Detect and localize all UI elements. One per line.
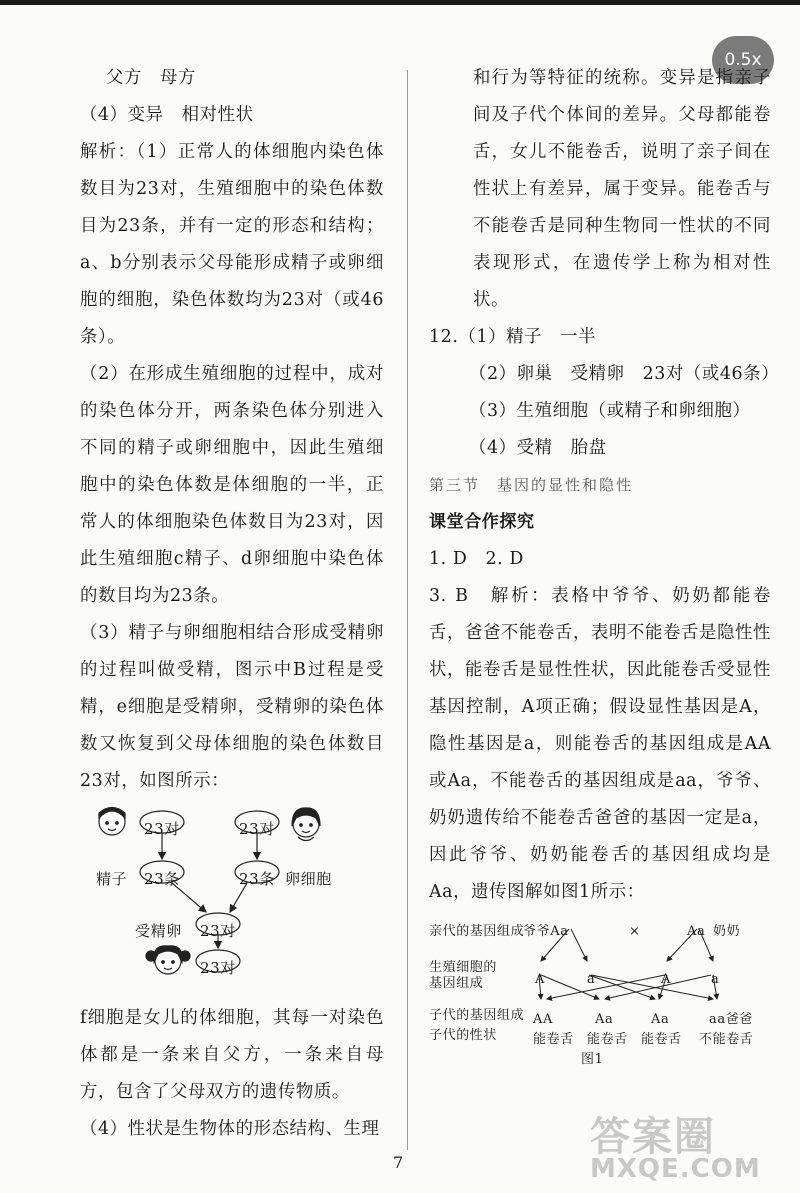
daughter-face-icon: [146, 946, 190, 974]
fig-child-genotype: Aa: [651, 1012, 670, 1027]
answer-line: （3）生殖细胞（或精子和卵细胞）: [469, 401, 751, 421]
fig-gamete: A: [535, 972, 545, 987]
analysis-paragraph: （4）性状是生物体的形态结构、生理: [80, 1119, 380, 1139]
fig-trait: 能卷舌: [641, 1032, 682, 1047]
answer-line: （4）变异 相对性状: [80, 105, 254, 125]
analysis-paragraph: （3）精子与卵细胞相结合形成受精卵的过程叫做受精，图示中B过程是受精，e细胞是受精卵，受精卵的染色体数又恢复到父母体细胞的染色体数目23对，如图所示：: [80, 623, 384, 791]
answer-line: （2）卵巢 受精卵 23对（或46条）: [469, 364, 780, 384]
answer-line: 12.（1）精子 一半: [429, 327, 597, 347]
father-count: 23对: [144, 820, 180, 838]
watermark-url: MXQE.COM: [590, 1154, 761, 1184]
column-divider: [407, 70, 408, 1150]
fig-child-genotype: Aa: [595, 1012, 614, 1027]
fig-trait: 能卷舌: [533, 1032, 574, 1047]
analysis-paragraph: 3. B 解析：表格中爷爷、奶奶都能卷舌，爸爸不能卷舌，表明不能卷舌是隐性性状，能卷舌是显性性状，因此能卷舌受显性基因控制，A项正确；假设显性基因是A，隐性基因是a，则能卷舌的基因组成是AA或Aa，不能卷舌的基因组成是aa，爷爷、奶奶遗传给不能卷舌爸爸的基因一定是a，因此爷爷、奶奶能卷舌的基因组成均是Aa，遗传图解如图1所示：: [429, 586, 771, 902]
mother-count: 23对: [239, 820, 275, 838]
sperm-label: 精子: [96, 870, 128, 888]
answer-line: 1. D 2. D: [429, 549, 524, 569]
fig-gamete: A: [661, 972, 671, 987]
fig-genotype: 爷爷Aa: [523, 924, 569, 939]
analysis-paragraph: 和行为等特征的统称。变异是指亲子间及子代个体间的差异。父母都能卷舌，女儿不能卷舌，说明了亲子间在性状上有差异，属于变异。能卷舌与不能卷舌是同种生物同一性状的不同表现形式，在遗传学上称为相对性状。: [473, 68, 771, 310]
father-face-icon: [99, 808, 125, 836]
fig-child-genotype: AA: [533, 1012, 553, 1027]
answer-line: 父方 母方: [106, 68, 196, 88]
analysis-paragraph: （2）在形成生殖细胞的过程中，成对的染色体分开，两条染色体分别进入不同的精子或卵细胞中，因此生殖细胞中的染色体数是体细胞的一半，正常人的体细胞染色体数目为23对，因此生殖细胞c精子、d卵细胞中染色体的数目均为23条。: [80, 364, 384, 606]
top-border: [0, 0, 800, 5]
right-column: [429, 60, 780, 1067]
watermark-logo: [590, 1105, 761, 1184]
mother-face-icon: [292, 808, 320, 841]
analysis-paragraph: 解析：（1）正常人的体细胞内染色体数目为23对，生殖细胞中的染色体数目为23条，并有一定的形态和结构；a、b分别表示父母能形成精子或卵细胞的细胞，染色体数均为23对（或46条）。: [80, 142, 384, 347]
fig-caption: 图1: [581, 1052, 604, 1067]
left-column: [80, 60, 384, 1148]
fig-gamete: a: [587, 972, 596, 987]
fig-row-label: 子代的基因组成: [429, 1008, 525, 1023]
fig-row-label: 基因组成: [429, 976, 484, 991]
fig-child-genotype: aa爸爸: [709, 1012, 753, 1027]
zoom-badge[interactable]: 0.5x: [712, 36, 774, 84]
analysis-paragraph: f细胞是女儿的体细胞，其每一对染色体都是一条来自父方，一条来自母方，包含了父母双方的遗传物质。: [80, 1008, 384, 1102]
section-heading: 课堂合作探究: [429, 512, 535, 532]
answer-line: （4）受精 胎盘: [469, 438, 607, 458]
fig-trait: 不能卷舌: [699, 1032, 754, 1047]
zygote-label: 受精卵: [135, 922, 182, 940]
chromosome-diagram: [80, 804, 384, 994]
fig-label: 奶奶: [713, 924, 741, 939]
fig-gamete: a: [711, 972, 720, 987]
section-title: 第三节 基因的显性和隐性: [429, 476, 634, 494]
zygote-count: 23对: [200, 922, 236, 940]
egg-label: 卵细胞: [285, 870, 332, 888]
fig-row-label: 亲代的基因组成: [429, 924, 525, 939]
watermark-text: 答案圈: [590, 1114, 716, 1160]
fig-row-label: 生殖细胞的: [429, 960, 498, 975]
fig-row-label: 子代的性状: [429, 1028, 498, 1043]
egg-count: 23条: [239, 870, 275, 888]
child-count: 23对: [200, 959, 236, 977]
fig-trait: 能卷舌: [587, 1032, 628, 1047]
fig-cross: ×: [629, 924, 641, 939]
fig-genotype: Aa: [687, 924, 706, 939]
sperm-count: 23条: [144, 870, 180, 888]
page-number: 7: [393, 1153, 404, 1172]
genetic-diagram: [429, 911, 771, 1067]
